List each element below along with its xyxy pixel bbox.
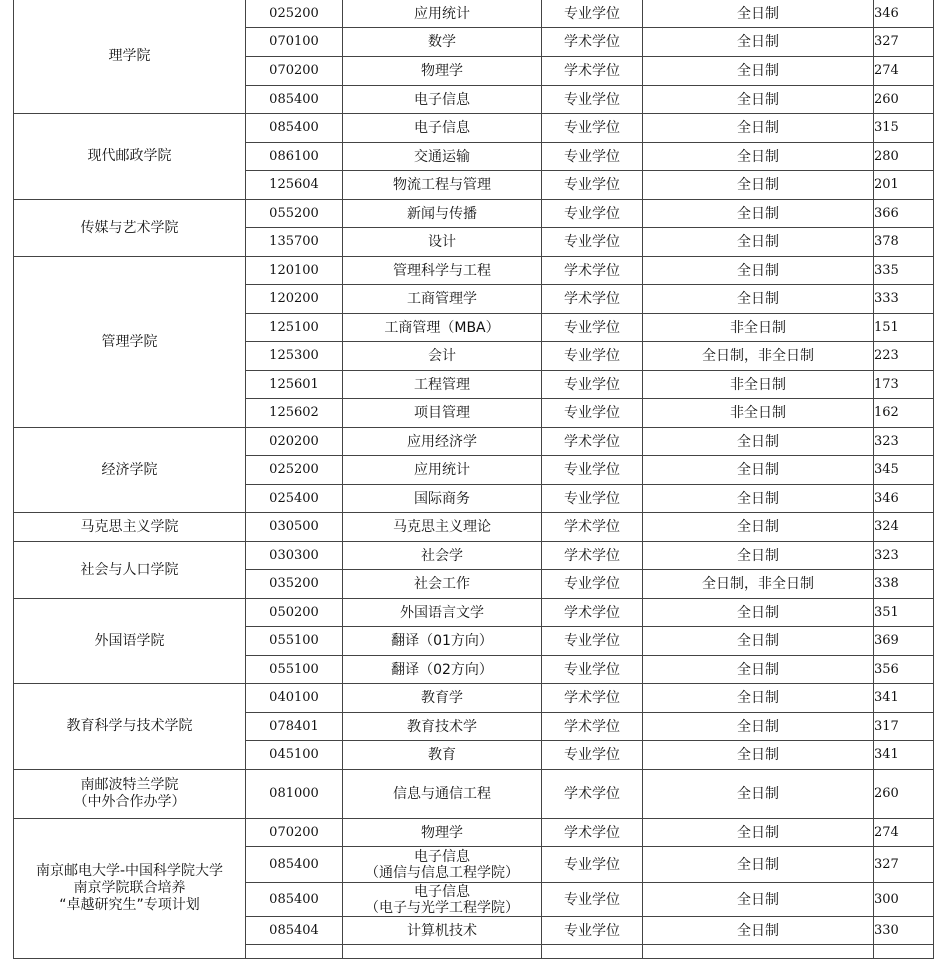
major-cell: 应用统计 — [343, 456, 542, 485]
code-cell: 050200 — [246, 599, 343, 627]
code-cell: 045100 — [246, 741, 343, 770]
table-row — [14, 114, 934, 143]
code-cell: 125602 — [246, 399, 343, 428]
table-row — [14, 684, 934, 713]
major-cell: 教育技术学 — [343, 713, 542, 741]
score-cell: 260 — [874, 770, 934, 819]
major-cell: 交通运输 — [343, 143, 542, 171]
major-cell: 教育学 — [343, 684, 542, 713]
degree-cell: 专业学位 — [542, 171, 643, 200]
college-name-line: 南邮波特兰学院 — [80, 777, 179, 793]
major-cell: 会计 — [343, 342, 542, 371]
mode-cell: 全日制 — [643, 847, 874, 883]
code-cell: 085400 — [246, 847, 343, 883]
degree-cell: 学术学位 — [542, 428, 643, 456]
score-cell: 335 — [874, 257, 934, 285]
code-cell: 020200 — [246, 428, 343, 456]
major-cell: 物流工程与管理 — [343, 171, 542, 200]
score-cell: 324 — [874, 513, 934, 542]
degree-cell: 专业学位 — [542, 627, 643, 656]
degree-cell: 专业学位 — [542, 342, 643, 371]
score-cell: 151 — [874, 314, 934, 342]
empty-cell — [874, 945, 934, 959]
mode-cell: 全日制 — [643, 627, 874, 656]
empty-cell — [542, 945, 643, 959]
score-cell: 274 — [874, 57, 934, 86]
code-cell: 025200 — [246, 456, 343, 485]
mode-cell: 全日制 — [643, 228, 874, 257]
score-cell: 345 — [874, 456, 934, 485]
degree-cell: 专业学位 — [542, 883, 643, 917]
table-row — [14, 513, 934, 542]
mode-cell: 全日制 — [643, 684, 874, 713]
degree-cell: 学术学位 — [542, 285, 643, 314]
degree-cell: 学术学位 — [542, 770, 643, 819]
score-cell: 317 — [874, 713, 934, 741]
score-cell: 346 — [874, 485, 934, 513]
major-cell — [343, 847, 542, 883]
code-cell: 085400 — [246, 114, 343, 143]
code-cell: 055200 — [246, 200, 343, 228]
code-cell: 070200 — [246, 819, 343, 847]
college-cell: 外国语学院 — [14, 599, 246, 684]
score-cell: 173 — [874, 371, 934, 399]
mode-cell: 全日制 — [643, 770, 874, 819]
code-cell: 086100 — [246, 143, 343, 171]
major-cell: 电子信息 — [343, 114, 542, 143]
major-cell: 工商管理（MBA） — [343, 314, 542, 342]
degree-cell: 学术学位 — [542, 684, 643, 713]
major-cell: 物理学 — [343, 57, 542, 86]
code-cell: 120200 — [246, 285, 343, 314]
college-cell — [14, 819, 246, 959]
mode-cell: 全日制 — [643, 0, 874, 28]
major-cell: 物理学 — [343, 819, 542, 847]
table-row — [14, 819, 934, 847]
score-cell: 341 — [874, 741, 934, 770]
mode-cell: 全日制 — [643, 456, 874, 485]
mode-cell: 全日制 — [643, 542, 874, 570]
college-cell: 理学院 — [14, 0, 246, 114]
mode-cell: 全日制 — [643, 883, 874, 917]
score-cell: 346 — [874, 0, 934, 28]
code-cell: 030300 — [246, 542, 343, 570]
degree-cell: 学术学位 — [542, 28, 643, 57]
score-cell: 333 — [874, 285, 934, 314]
code-cell: 025400 — [246, 485, 343, 513]
score-cell: 330 — [874, 917, 934, 945]
admission-score-table — [13, 0, 934, 959]
score-cell: 366 — [874, 200, 934, 228]
mode-cell: 全日制 — [643, 57, 874, 86]
score-cell: 260 — [874, 86, 934, 114]
score-cell: 274 — [874, 819, 934, 847]
table-row — [14, 599, 934, 627]
code-cell: 078401 — [246, 713, 343, 741]
degree-cell: 专业学位 — [542, 228, 643, 257]
code-cell: 081000 — [246, 770, 343, 819]
degree-cell: 学术学位 — [542, 819, 643, 847]
mode-cell: 全日制 — [643, 599, 874, 627]
degree-cell: 专业学位 — [542, 656, 643, 684]
mode-cell: 非全日制 — [643, 314, 874, 342]
mode-cell: 全日制 — [643, 28, 874, 57]
college-cell — [14, 770, 246, 819]
mode-cell: 全日制 — [643, 741, 874, 770]
major-cell — [343, 883, 542, 917]
major-cell: 计算机技术 — [343, 917, 542, 945]
code-cell: 035200 — [246, 570, 343, 599]
code-cell: 040100 — [246, 684, 343, 713]
degree-cell: 专业学位 — [542, 0, 643, 28]
mode-cell: 全日制 — [643, 428, 874, 456]
college-cell: 社会与人口学院 — [14, 542, 246, 599]
code-cell: 135700 — [246, 228, 343, 257]
college-name-line: 南京邮电大学-中国科学院大学 — [35, 863, 224, 879]
mode-cell: 全日制 — [643, 513, 874, 542]
major-cell: 项目管理 — [343, 399, 542, 428]
major-cell: 国际商务 — [343, 485, 542, 513]
mode-cell: 全日制 — [643, 143, 874, 171]
degree-cell: 专业学位 — [542, 114, 643, 143]
college-cell: 管理学院 — [14, 257, 246, 428]
degree-cell: 专业学位 — [542, 143, 643, 171]
code-cell: 070100 — [246, 28, 343, 57]
code-cell: 055100 — [246, 656, 343, 684]
major-cell: 教育 — [343, 741, 542, 770]
score-cell: 201 — [874, 171, 934, 200]
degree-cell: 专业学位 — [542, 917, 643, 945]
mode-cell: 全日制 — [643, 485, 874, 513]
degree-cell: 学术学位 — [542, 599, 643, 627]
degree-cell: 专业学位 — [542, 399, 643, 428]
mode-cell: 全日制 — [643, 200, 874, 228]
score-cell: 315 — [874, 114, 934, 143]
mode-cell: 全日制 — [643, 819, 874, 847]
score-cell: 341 — [874, 684, 934, 713]
score-cell: 338 — [874, 570, 934, 599]
major-note-line: （通信与信息工程学院） — [365, 864, 519, 881]
degree-cell: 专业学位 — [542, 86, 643, 114]
major-cell: 数学 — [343, 28, 542, 57]
major-cell: 工商管理学 — [343, 285, 542, 314]
code-cell: 125300 — [246, 342, 343, 371]
college-cell: 经济学院 — [14, 428, 246, 513]
degree-cell: 学术学位 — [542, 713, 643, 741]
code-cell: 085400 — [246, 883, 343, 917]
mode-cell: 全日制 — [643, 713, 874, 741]
table-row — [14, 542, 934, 570]
degree-cell: 学术学位 — [542, 257, 643, 285]
degree-cell: 专业学位 — [542, 741, 643, 770]
major-cell: 翻译（01方向） — [343, 627, 542, 656]
degree-cell: 专业学位 — [542, 314, 643, 342]
mode-cell: 全日制 — [643, 114, 874, 143]
score-cell: 378 — [874, 228, 934, 257]
mode-cell: 全日制 — [643, 86, 874, 114]
college-note-line: （中外合作办学） — [73, 794, 186, 810]
major-note-line: （电子与光学工程学院） — [365, 899, 519, 916]
major-cell: 外国语言文学 — [343, 599, 542, 627]
score-cell: 162 — [874, 399, 934, 428]
score-cell: 327 — [874, 847, 934, 883]
college-cell: 马克思主义学院 — [14, 513, 246, 542]
major-name-line: 电子信息 — [414, 883, 470, 900]
degree-cell: 专业学位 — [542, 371, 643, 399]
degree-cell: 专业学位 — [542, 847, 643, 883]
code-cell: 070200 — [246, 57, 343, 86]
mode-cell: 全日制 — [643, 171, 874, 200]
score-cell: 356 — [874, 656, 934, 684]
table-row — [14, 770, 934, 819]
code-cell: 085400 — [246, 86, 343, 114]
college-name-line: “卓越研究生”专项计划 — [59, 897, 200, 913]
degree-cell: 专业学位 — [542, 570, 643, 599]
degree-cell: 专业学位 — [542, 485, 643, 513]
major-cell: 应用经济学 — [343, 428, 542, 456]
major-cell: 马克思主义理论 — [343, 513, 542, 542]
degree-cell: 学术学位 — [542, 513, 643, 542]
major-cell: 应用统计 — [343, 0, 542, 28]
score-cell: 369 — [874, 627, 934, 656]
score-cell: 280 — [874, 143, 934, 171]
major-cell: 翻译（02方向） — [343, 656, 542, 684]
major-name-line: 电子信息 — [414, 848, 470, 865]
mode-cell: 全日制，非全日制 — [643, 570, 874, 599]
major-cell: 工程管理 — [343, 371, 542, 399]
score-cell: 323 — [874, 542, 934, 570]
college-cell: 传媒与艺术学院 — [14, 200, 246, 257]
table-row — [14, 200, 934, 228]
major-cell: 电子信息 — [343, 86, 542, 114]
mode-cell: 全日制 — [643, 656, 874, 684]
mode-cell: 全日制，非全日制 — [643, 342, 874, 371]
college-name-line: 南京学院联合培养 — [73, 880, 186, 896]
mode-cell: 非全日制 — [643, 399, 874, 428]
code-cell: 085404 — [246, 917, 343, 945]
mode-cell: 全日制 — [643, 917, 874, 945]
score-cell: 300 — [874, 883, 934, 917]
score-cell: 323 — [874, 428, 934, 456]
degree-cell: 学术学位 — [542, 542, 643, 570]
mode-cell: 全日制 — [643, 257, 874, 285]
score-cell: 223 — [874, 342, 934, 371]
code-cell: 120100 — [246, 257, 343, 285]
table-row — [14, 428, 934, 456]
mode-cell: 非全日制 — [643, 371, 874, 399]
major-cell: 设计 — [343, 228, 542, 257]
code-cell: 055100 — [246, 627, 343, 656]
score-cell: 351 — [874, 599, 934, 627]
major-cell: 信息与通信工程 — [343, 770, 542, 819]
empty-cell — [343, 945, 542, 959]
code-cell: 030500 — [246, 513, 343, 542]
code-cell: 125604 — [246, 171, 343, 200]
college-cell: 教育科学与技术学院 — [14, 684, 246, 770]
code-cell: 025200 — [246, 0, 343, 28]
code-cell: 125100 — [246, 314, 343, 342]
degree-cell: 学术学位 — [542, 57, 643, 86]
code-cell: 125601 — [246, 371, 343, 399]
major-cell: 管理科学与工程 — [343, 257, 542, 285]
table-row — [14, 257, 934, 285]
major-cell: 社会工作 — [343, 570, 542, 599]
table-row — [14, 0, 934, 28]
degree-cell: 专业学位 — [542, 200, 643, 228]
mode-cell: 全日制 — [643, 285, 874, 314]
major-cell: 社会学 — [343, 542, 542, 570]
score-cell: 327 — [874, 28, 934, 57]
empty-cell — [643, 945, 874, 959]
empty-cell — [246, 945, 343, 959]
major-cell: 新闻与传播 — [343, 200, 542, 228]
college-cell: 现代邮政学院 — [14, 114, 246, 200]
degree-cell: 专业学位 — [542, 456, 643, 485]
